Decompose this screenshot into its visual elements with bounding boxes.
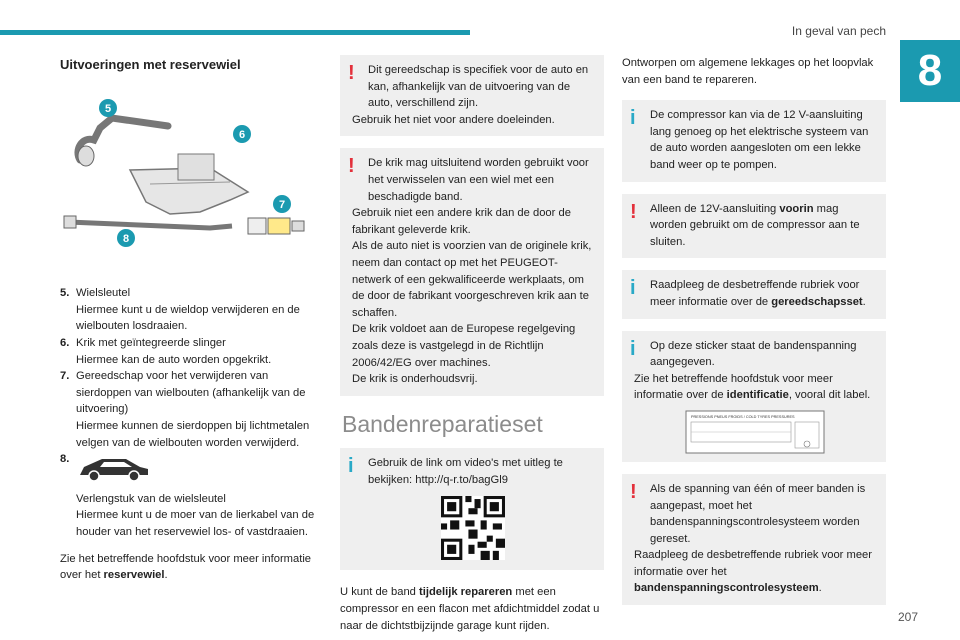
column-1 — [60, 55, 322, 584]
info-icon: i — [630, 277, 636, 300]
warning-box — [340, 55, 604, 136]
item-number: 6. — [60, 336, 70, 349]
info-box — [622, 270, 886, 318]
warning-box — [622, 474, 886, 605]
item-title: Verlengstuk van de wielsleutel — [76, 492, 226, 505]
warning-box — [622, 194, 886, 259]
list-item — [60, 451, 322, 540]
section-title: Bandenreparatieset — [342, 410, 543, 437]
warning-text: Als de auto niet is voorzien van de originele krik, neem dan contact op met het PEUGEOT-netwerk of een gekwalificeerde werkplaats, om de door de fabrikant voorgeschreven krik aan te schaffen. — [352, 240, 592, 319]
section-heading: Uitvoeringen met reservewiel — [60, 57, 241, 72]
info-box — [340, 448, 604, 570]
header-accent-bar — [0, 30, 470, 35]
column-2 — [340, 55, 604, 634]
list-item — [60, 335, 322, 368]
item-number: 5. — [60, 287, 70, 300]
info-text: Zie het betreffende hoofdstuk voor meer informatie over de identificatie, vooral dit label. — [634, 372, 871, 402]
spare-wheel-reference: Zie het betreffende hoofdstuk voor meer informatie over het reservewiel. — [60, 552, 312, 582]
warning-text: bandenspanningscontrolesysteem. — [634, 582, 822, 595]
warning-text: Gebruik het niet voor andere doeleinden. — [352, 113, 555, 126]
warning-text: De krik voldoet aan de Europese regelgeving zoals deze is vastgelegd in de Richtlijn 2006/42/EG over machines. — [352, 323, 576, 369]
warning-text: De krik is onderhoudsvrij. — [352, 373, 478, 386]
callout-6-label: 6 — [238, 128, 246, 141]
info-box — [622, 100, 886, 181]
item-text: Hiermee kan de auto worden opgekrikt. — [76, 353, 272, 366]
callout-5-label: 5 — [104, 102, 112, 115]
warning-text: Dit gereedschap is specifiek voor de auto en kan, afhankelijk van de uitvoering van de auto, verschillend zijn. — [368, 64, 589, 110]
warning-text: De krik mag uitsluitend worden gebruikt voor het verwisselen van een wiel met een beschadigde band. — [368, 157, 589, 203]
callout-8-label: 8 — [122, 232, 130, 245]
info-text: Op deze sticker staat de bandenspanning aangegeven. — [650, 339, 857, 369]
info-box — [622, 331, 886, 462]
info-icon: i — [630, 107, 636, 130]
car-silhouette-icon — [76, 451, 152, 485]
item-title: Krik met geïntegreerde slinger — [76, 336, 226, 349]
repair-paragraph: U kunt de band tijdelijk repareren met een compressor en een flacon met afdichtmiddel zodat u naar de dichtstbijzijnde garage kunt rijden. — [340, 586, 600, 632]
item-text: Hiermee kunt u de wieldop verwijderen en de wielbouten losdraaien. — [76, 303, 300, 333]
sticker-title: PRESSIONS PNEUS FROIDS / COLD TYRES PRESSURES — [691, 414, 795, 419]
warning-box — [340, 148, 604, 395]
cap-remover-drawing — [248, 218, 266, 234]
list-item — [60, 285, 322, 335]
item-text: Hiermee kunt u de moer van de lierkabel van de houder van het reservewiel los- of vastdraaien. — [76, 509, 315, 538]
warning-text: Gebruik niet een andere krik dan de door de fabrikant geleverde krik. — [352, 207, 571, 236]
item-number: 8. — [60, 453, 70, 466]
info-text: De compressor kan via de 12 V-aansluiting lang genoeg op het elektrische systeem van de auto worden aangesloten om een lekke band weer op te pompen. — [650, 109, 869, 171]
info-icon: i — [348, 455, 354, 478]
info-icon: i — [630, 337, 636, 360]
page-number: 207 — [897, 610, 918, 624]
warning-icon: ! — [348, 62, 355, 84]
warning-icon: ! — [630, 200, 637, 223]
item-title: Wielsleutel — [76, 287, 131, 300]
extension-rod-drawing — [68, 222, 232, 228]
warning-text: Als de spanning van één of meer banden is aangepast, moet het bandenspanningscontrolesysteem worden gereset. — [650, 482, 866, 545]
info-text: Raadpleeg de desbetreffende rubriek voor meer informatie over de gereedschapsset. — [650, 279, 866, 308]
item-text: Hiermee kunnen de sierdoppen bij lichtmetalen velgen van de wielbouten worden verwijderd. — [76, 419, 310, 449]
warning-text: Raadpleeg de desbetreffende rubriek voor meer informatie over het — [634, 549, 872, 578]
list-item — [60, 368, 322, 451]
item-title: Gereedschap voor het verwijderen van sierdoppen van wielbouten (afhankelijk van de uitvoering) — [76, 370, 306, 416]
tyre-pressure-sticker-image — [685, 410, 825, 454]
tool-kit-illustration — [60, 80, 322, 270]
warning-icon: ! — [630, 480, 637, 503]
column-3 — [622, 55, 886, 617]
warning-icon: ! — [348, 155, 355, 178]
running-title: In geval van pech — [791, 24, 886, 38]
item-number: 7. — [60, 370, 70, 383]
intro-paragraph: Ontworpen om algemene lekkages op het loopvlak van een band te repareren. — [622, 57, 874, 86]
callout-7-label: 7 — [278, 198, 286, 211]
info-text: Gebruik de link om video's met uitleg te bekijken: http://q-r.to/bagGl9 — [368, 457, 563, 486]
tool-list — [60, 285, 322, 540]
qr-code-image[interactable] — [441, 496, 505, 560]
warning-text: Alleen de 12V-aansluiting voorin mag worden gebruikt om de compressor aan te sluiten. — [650, 202, 860, 248]
chapter-number: 8 — [900, 40, 960, 102]
